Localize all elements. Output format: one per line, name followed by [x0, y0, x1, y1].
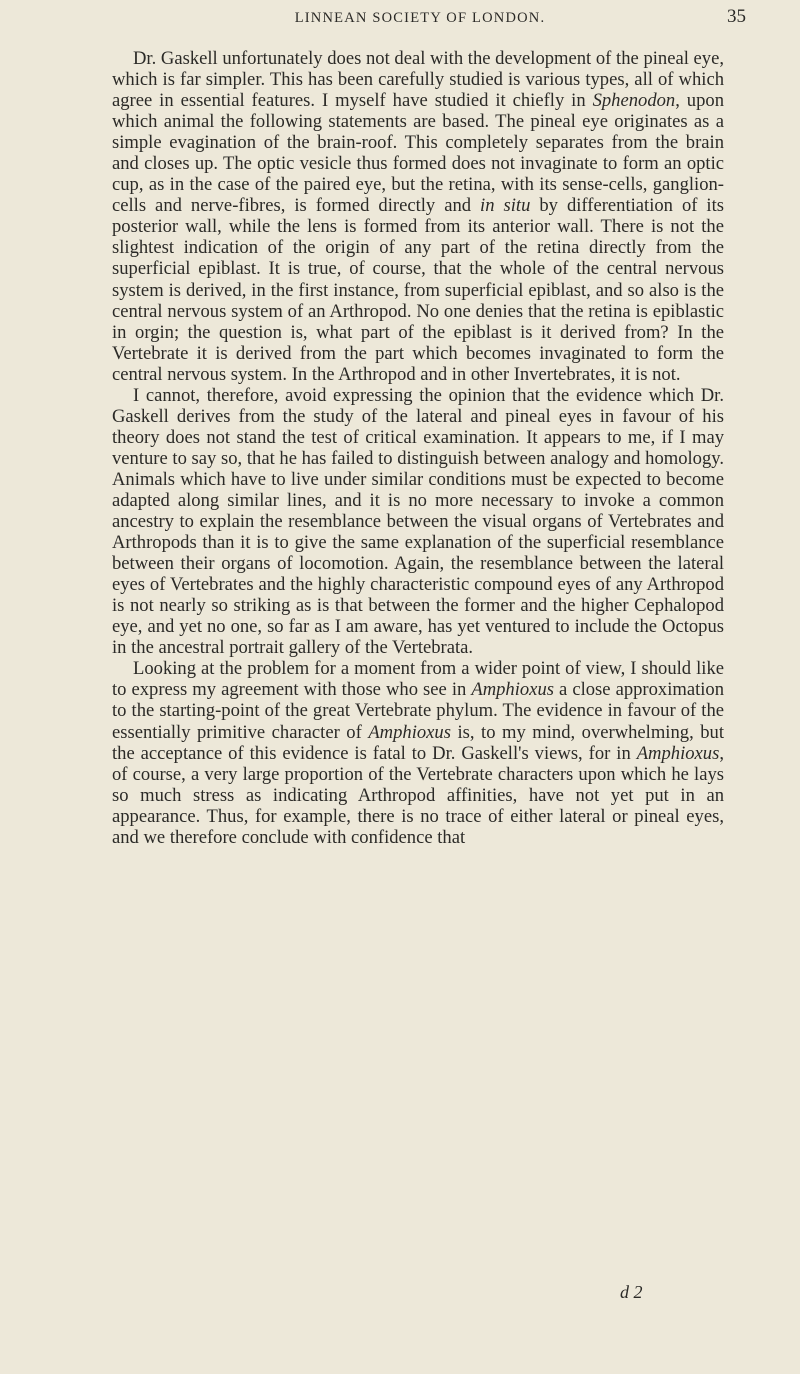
paragraph-1-text-3: by differentiation of its posterior wall, while the lens is formed from its anterior wall. There is not the slightest indication of the origin of any part of the retina directly from the superficial epiblast. It is true, of course, that the whole of the central nervous system is derived, in the first instance, from superficial epiblast, and so also is the central nervous system of an Arthropod. No one denies that the retina is epiblastic in orgin; the question is, what part of the epiblast is it derived from? In the Vertebrate it is derived from the part which becomes invaginated to form the central nervous system. In the Arthropod and in other Invertebrates, it is not.	[112, 195, 724, 385]
paragraph-1-text-1: Dr. Gaskell unfortunately does not deal with the development of the pineal eye, which is far simpler. This has been carefully studied is various types, all of which agree in essential features. I myself have studied it chiefly in	[112, 48, 724, 112]
body-text	[112, 48, 724, 848]
paragraph-1-italic-in-situ: in situ	[480, 195, 531, 217]
paragraph-3-italic-amphioxus-3: Amphioxus	[636, 742, 720, 764]
paragraph-2	[112, 385, 724, 659]
paragraph-3-text-2: a close approximation to the starting-point of the great Vertebrate phylum. The evidence in favour of the essentially primitive character of	[112, 679, 725, 743]
paragraph-3-italic-amphioxus-2: Amphioxus	[368, 721, 451, 743]
signature-mark: d 2	[620, 1282, 643, 1302]
paragraph-1	[112, 48, 724, 385]
paragraph-1-italic-sphenodon: Sphenodon	[592, 90, 676, 112]
paragraph-2-text: I cannot, therefore, avoid expressing the opinion that the evidence which Dr. Gaskell derives from the study of the lateral and pineal eyes in favour of his theory does not stand the test of critical examination. It appears to me, if I may venture to say so, that he has failed to distinguish between analogy and homology. Animals which have to live under similar conditions must be expected to become adapted along similar lines, and it is no more necessary to invoke a common ancestry to explain the resemblance between the visual organs of Vertebrates and Arthropods than it is to give the same explanation of the superficial resemblance between their organs of locomotion. Again, the resemblance between the lateral eyes of Vertebrates and the highly characteristic compound eyes of any Arthropod is not nearly so striking as is that between the former and the higher Cephalopod eye, and yet no one, so far as I am aware, has yet ventured to include the Octopus in the ancestral portrait gallery of the Vertebrata.	[112, 384, 724, 659]
paragraph-3-italic-amphioxus-1: Amphioxus	[471, 679, 554, 701]
running-head: LINNEAN SOCIETY OF LONDON.	[294, 10, 546, 26]
page-number: 35	[727, 6, 746, 27]
paragraph-3-text-3: is, to my mind, overwhelming, but the acceptance of this evidence is fatal to Dr. Gaskell's views, for in	[112, 721, 724, 764]
paragraph-1-text-2: , upon which animal the following statements are based. The pineal eye originates as a simple evagination of the brain-roof. This completely separates from the brain and closes up. The optic vesicle thus formed does not invaginate to form an optic cup, as in the case of the paired eye, but the retina, with its sense-cells, ganglion-cells and nerve-fibres, is formed directly and	[112, 90, 724, 217]
paragraph-3	[112, 658, 724, 847]
paragraph-3-text-1: Looking at the problem for a moment from a wider point of view, I should like to express my agreement with those who see in	[112, 658, 724, 701]
paragraph-3-text-4: , of course, a very large proportion of the Vertebrate characters upon which he lays so much stress as indicating Arthropod affinities, have not yet put in an appearance. Thus, for example, there is no trace of either lateral or pineal eyes, and we therefore conclude with confidence that	[112, 742, 724, 848]
page-header	[0, 8, 800, 32]
